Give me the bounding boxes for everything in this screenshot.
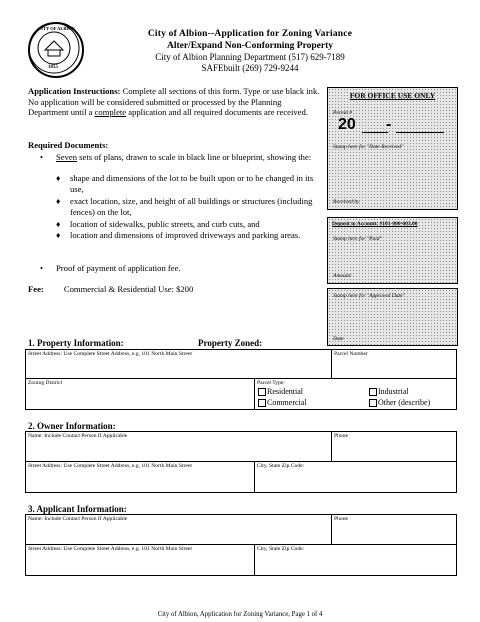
permit-prefix: 20 [338,116,356,133]
seal-text: CITY OF ALBION [38,26,75,31]
property-info-title: 1. Property Information: [28,338,124,348]
owner-info-title: 2. Owner Information: [28,421,116,431]
form-title: City of Albion--Application for Zoning Variance [147,29,353,39]
permit-dash: - [386,116,392,133]
deposit-box [327,217,458,284]
parcel-number-label: Parcel Number [334,351,368,357]
permit-label: Permit # [333,110,353,116]
received-by-label: Received by [333,199,360,205]
required-seven-text: sets of plans, drawn to scale in black line or blueprint, showing the: [79,152,312,162]
planning-dept-phone: City of Albion Planning Department (517) 629-7189 [155,52,345,62]
property-street-label: Street Address: Use Complete Street Address, e.g. 101 North Main Street [28,351,192,357]
fee-label: Fee: [28,284,44,294]
applicant-city-label: City, State Zip Code: [257,546,305,552]
applicant-info-table [25,514,457,576]
property-info-table [25,349,457,410]
applicant-street-field[interactable] [26,545,255,576]
stamp-approved-label: Stamp here for "Approved Date" [333,293,405,299]
required-item: exact location, size, and height of all buildings or structures (including fences) on the lot, [70,196,313,217]
owner-name-label: Name: Include Contact Person If Applicable [28,433,128,439]
industrial-option[interactable] [369,387,409,396]
applicant-phone-label: Phone [334,516,348,522]
deposit-account: Deposit to Account: #101-000-603.00 [332,221,418,227]
applicant-name-label: Name: Include Contact Person If Applicable [28,516,128,522]
commercial-checkbox[interactable] [258,399,266,407]
property-street-field[interactable] [26,350,332,379]
city-seal [28,22,84,78]
required-item: shape and dimensions of the lot to be built upon or to be changed in its use, [70,173,314,194]
diamond-bullet-icon: ♦ [56,219,61,229]
zoning-district-label: Zoning District [28,380,63,386]
application-instructions [28,86,320,118]
required-seven: Seven [56,152,78,162]
other-option[interactable] [369,398,430,407]
other-label: Other (describe) [378,398,431,407]
applicant-phone-field[interactable] [332,515,457,545]
owner-city-field[interactable] [255,462,457,493]
parcel-type-cell [255,379,457,410]
amount-label: Amount: [333,273,352,279]
commercial-option[interactable] [258,398,307,407]
commercial-label: Commercial [267,398,307,407]
page-footer: City of Albion, Application for Zoning Variance, Page 1 of 4 [157,611,323,618]
bullet-dot-icon: • [40,263,44,273]
permit-line-1 [362,132,388,133]
owner-phone-label: Phone [334,433,348,439]
parcel-number-field[interactable] [332,350,457,379]
other-checkbox[interactable] [369,399,377,407]
property-zoned-label: Property Zoned: [198,338,263,348]
fee-line [28,284,193,294]
instructions-text2: application and all required documents are received. [128,107,308,117]
parcel-type-label: Parcel Type: [257,380,285,386]
fee-text: Commercial & Residential Use: $200 [63,284,194,294]
diamond-bullet-icon: ♦ [56,196,61,206]
instructions-label: Application Instructions: [28,86,121,96]
seal-year: 1855 [48,65,58,70]
stamp-received-label: Stamp here for "Date Received" [333,144,404,150]
applicant-city-field[interactable] [255,545,457,576]
owner-street-label: Street Address: Use Complete Street Address, e.g. 101 North Main Street [28,463,192,469]
industrial-label: Industrial [378,387,409,396]
required-plans-item [56,152,324,163]
stamp-paid-label: Stamp here for "Paid" [333,236,382,242]
required-item: location and dimensions of improved driveways and parking areas. [70,230,301,240]
permit-number-field[interactable] [396,132,444,133]
required-item: location of sidewalks, public streets, and curb cuts, and [70,219,260,229]
required-docs-heading: Required Documents: [28,140,109,150]
diamond-bullet-icon: ♦ [56,173,61,183]
residential-checkbox[interactable] [258,388,266,396]
owner-phone-field[interactable] [332,432,457,462]
instructions-text1: Complete all sections of this form. Type or use black ink. No application will be considered submitted or processed by the Planning Department until a [28,86,320,117]
form-subtitle: Alter/Expand Non-Conforming Property [166,41,334,51]
date-label: Date [333,336,344,342]
industrial-checkbox[interactable] [369,388,377,396]
bullet-dot-icon: • [40,152,44,162]
owner-info-table [25,431,457,493]
zoning-district-field[interactable] [26,379,255,410]
approval-box [327,288,458,346]
residential-label: Residential [267,387,303,396]
required-proof-item: Proof of payment of application fee. [56,263,181,273]
diamond-bullet-icon: ♦ [56,230,61,240]
applicant-name-field[interactable] [26,515,332,545]
applicant-info-title: 3. Applicant Information: [28,504,127,514]
office-use-title: FOR OFFICE USE ONLY [349,91,436,100]
owner-name-field[interactable] [26,432,332,462]
owner-city-label: City, State Zip Code: [257,463,305,469]
office-use-box [327,87,458,210]
residential-option[interactable] [258,387,303,396]
owner-street-field[interactable] [26,462,255,493]
safebuilt-phone: SAFEbuilt (269) 729-9244 [201,63,299,73]
instructions-complete: complete [94,107,127,117]
applicant-street-label: Street Address: Use Complete Street Address, e.g. 101 North Main Street [28,546,192,552]
